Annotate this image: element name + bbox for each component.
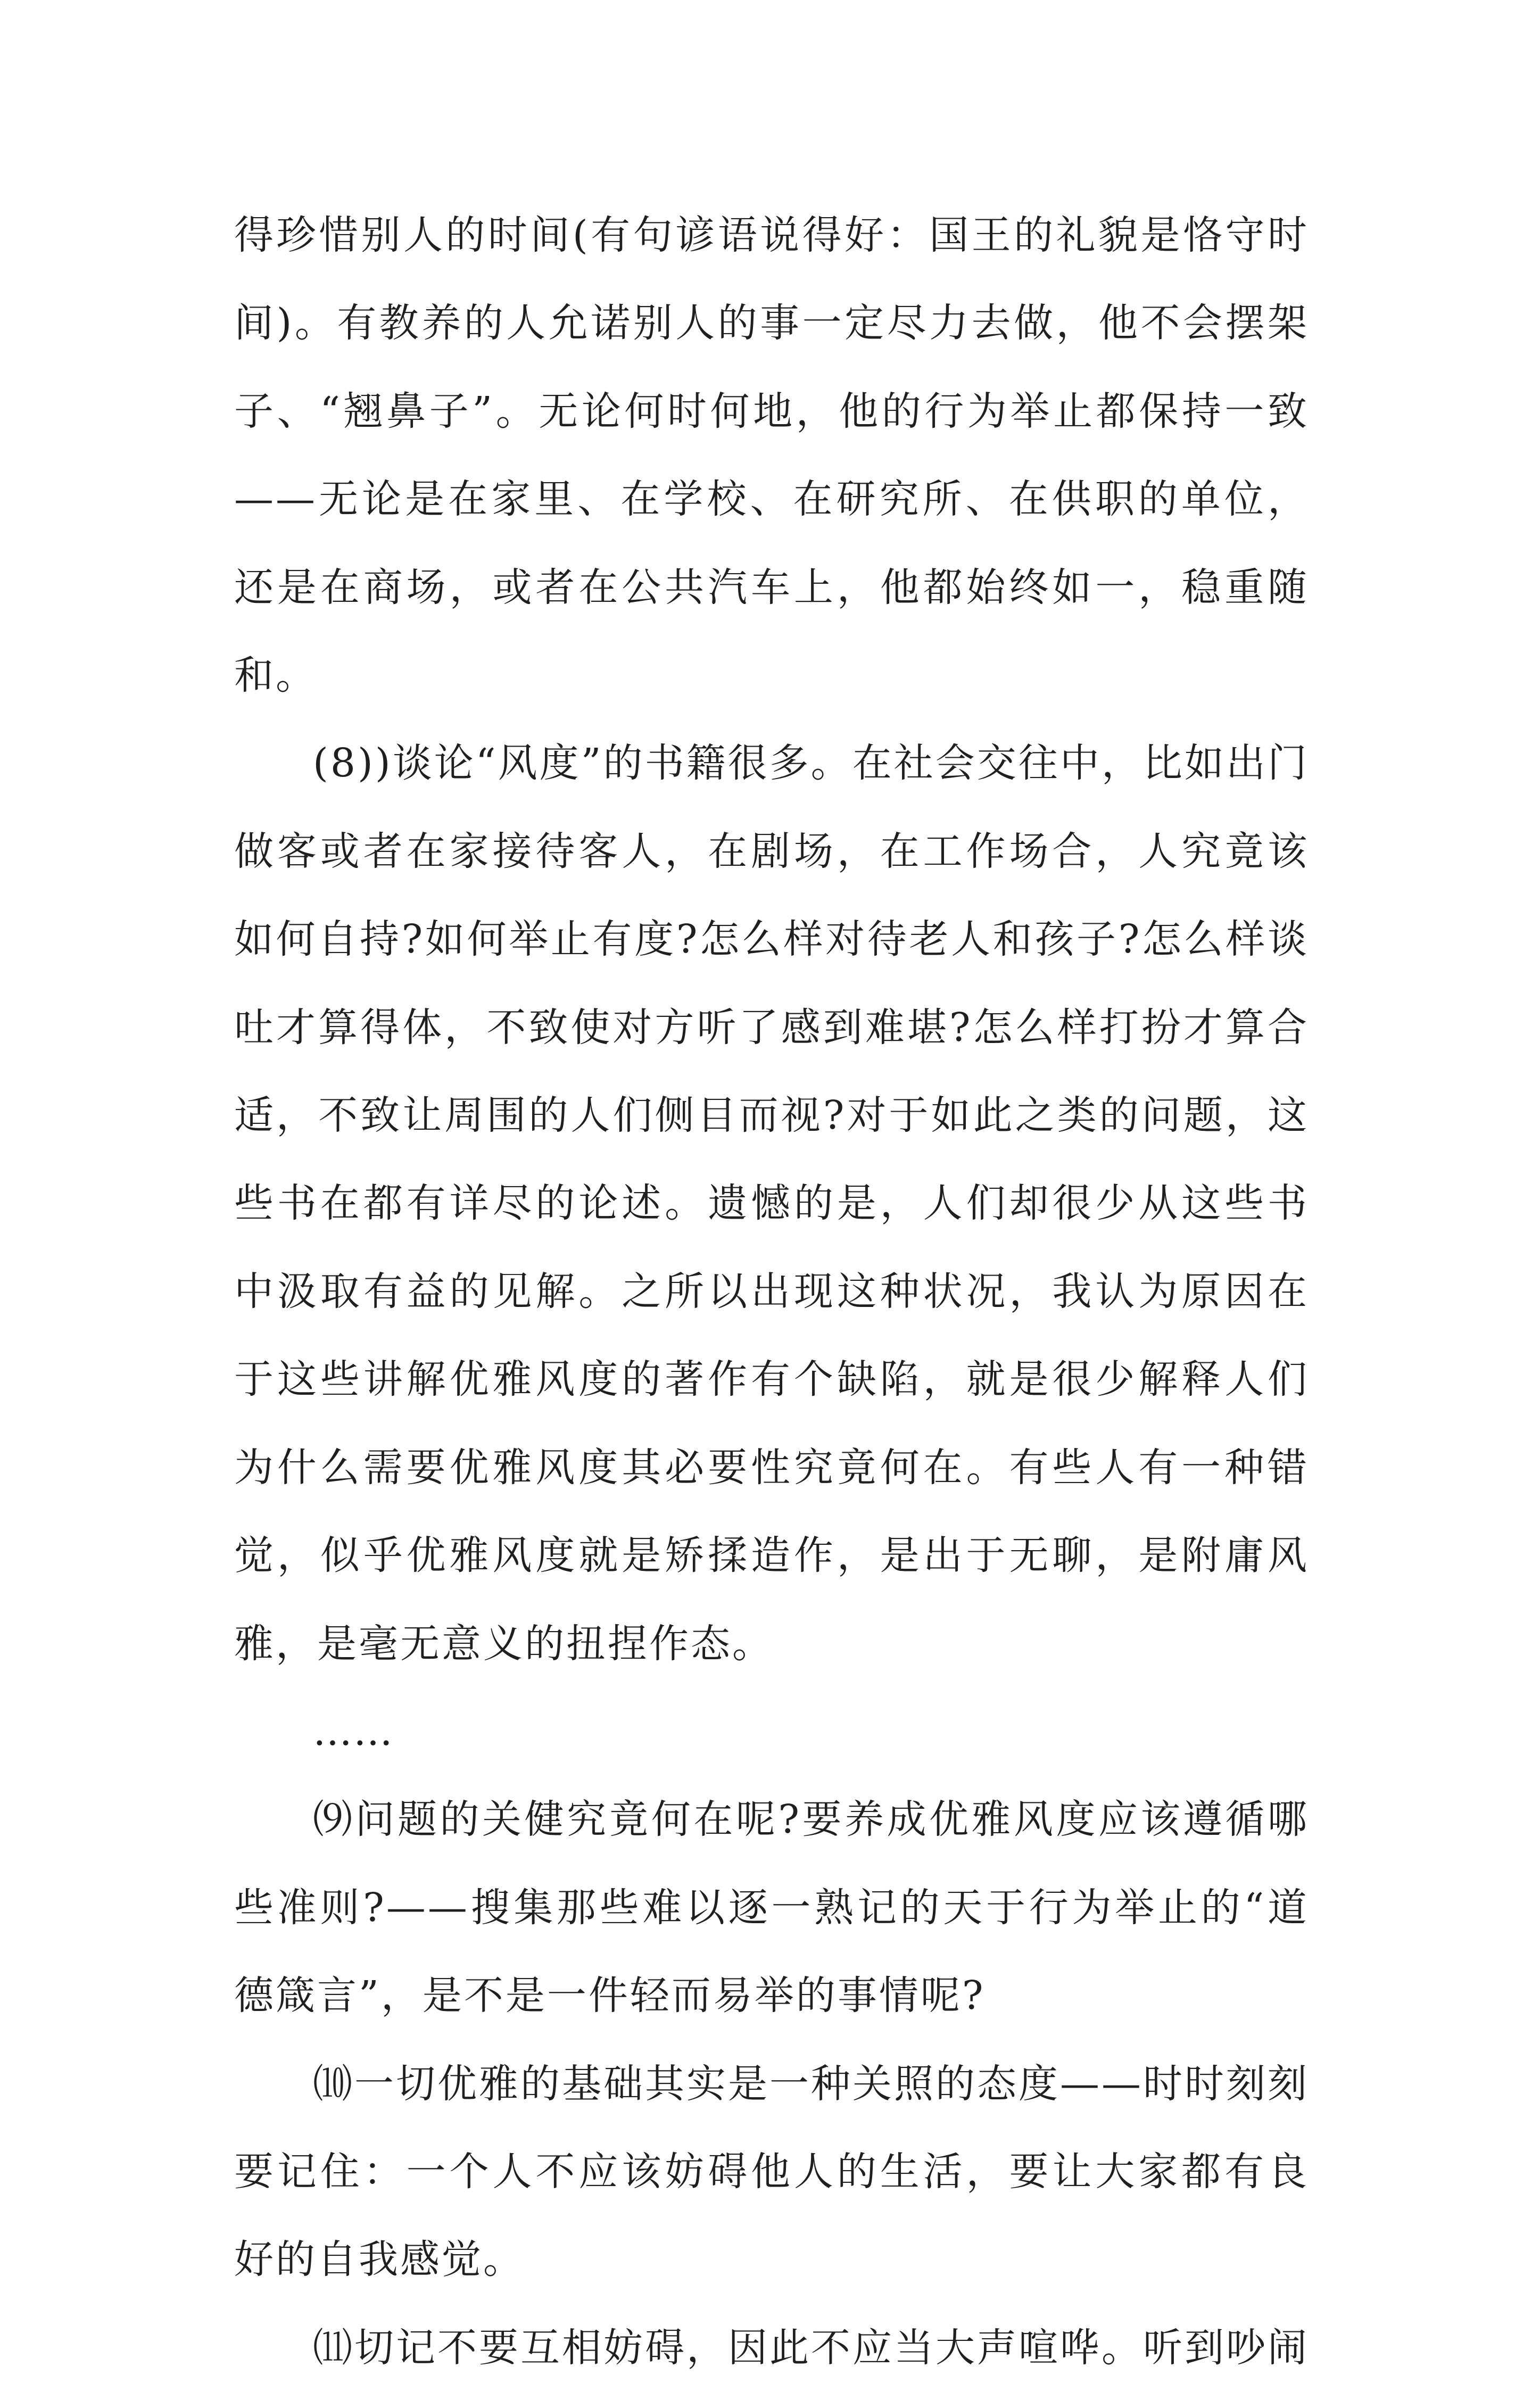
body-text [234, 192, 1309, 2392]
paragraph-10: ⑽一切优雅的基础其实是一种关照的态度——时时刻刻要记住：一个人不应该妨碍他人的生活，要让大家都有良好的自我感觉。 [234, 2060, 1309, 2283]
paragraph-continuation: 得珍惜别人的时间(有句谚语说得好：国王的礼貌是恪守时间)。有教养的人允诺别人的事一定尽力去做，他不会摆架子、“翘鼻子”。无论何时何地，他的行为举止都保持一致——无论是在家里、在学校、在研究所、在供职的单位，还是在商场，或者在公共汽车上，他都始终如一，稳重随和。 [234, 212, 1309, 699]
ellipsis-line: …… [313, 1708, 394, 1754]
paragraph-11: ⑾切记不要互相妨碍，因此不应当大声喧哗。听到吵闹 [313, 2324, 1309, 2371]
paragraph-9: ⑼问题的关健究竟何在呢?要养成优雅风度应该遵循哪些准则?——搜集那些难以逐一熟记的天于行为举止的“道德箴言”，是不是一件轻而易举的事情呢? [234, 1797, 1309, 2019]
paragraph-8: (8))谈论“风度”的书籍很多。在社会交往中，比如出门做客或者在家接待客人，在剧场，在工作场合，人究竟该如何自持?如何举止有度?怎么样对待老人和孩子?怎么样谈吐才算得体，不致使对方听了感到难堪?怎么样打扮才算合适，不致让周围的人们侧目而视?对于如此之类的问题，这些书在都有详尽的论述。遗憾的是，人们却很少从这些书中汲取有益的见解。之所以出现这种状况，我认为原因在于这些讲解优雅风度的著作有个缺陷，就是很少解释人们为什么需要优雅风度其必要性究竟何在。有些人有一种错觉，似乎优雅风度就是矫揉造作，是出于无聊，是附庸风雅，是毫无意义的扭捏作态。 [234, 740, 1309, 1667]
